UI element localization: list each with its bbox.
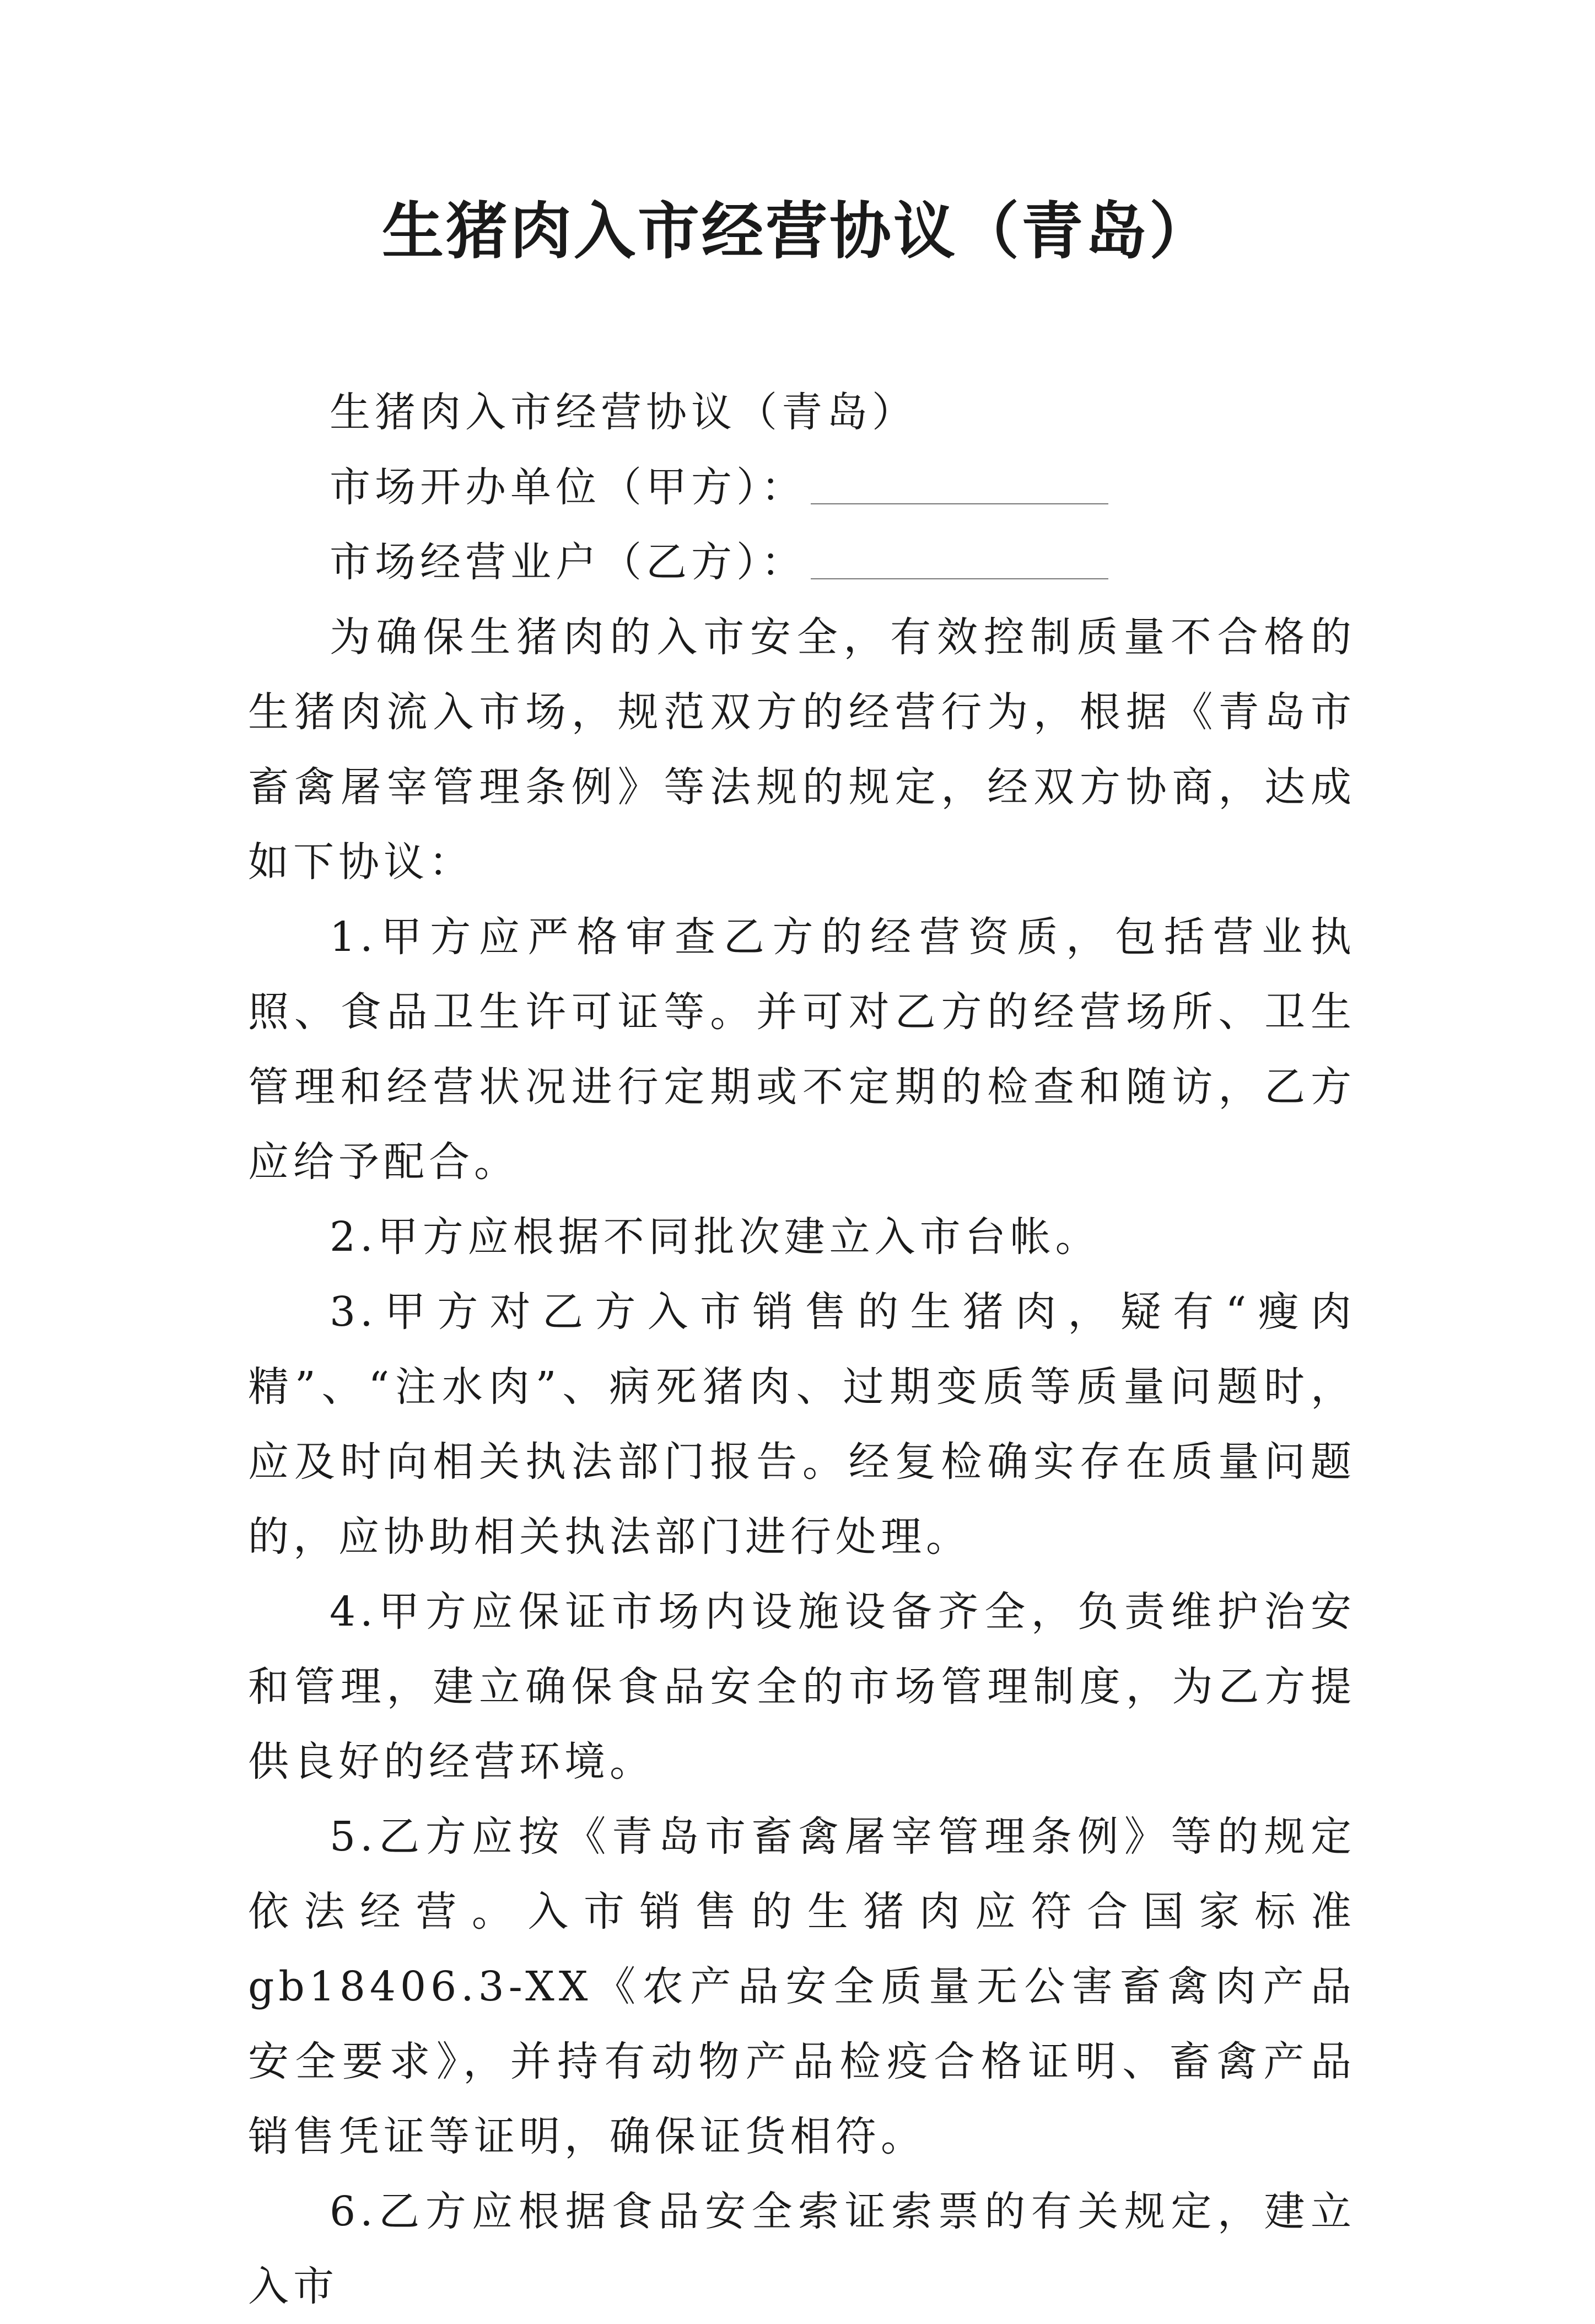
document-title: 生猪肉入市经营协议（青岛）: [382, 196, 1213, 267]
clause-3: 3.甲方对乙方入市销售的生猪肉，疑有“瘦肉精”、“注水肉”、病死猪肉、过期变质等质量问题时，应及时向相关执法部门报告。经复检确实存在质量问题的，应协助相关执法部门进行处理。: [248, 1288, 1356, 1561]
clause-5: 5.乙方应按《青岛市畜禽屠宰管理条例》等的规定依法经营。入市销售的生猪肉应符合国家标准gb18406.3-XX《农产品安全质量无公害畜禽肉产品安全要求》，并持有动物产品检疫合格证明、畜禽产品销售凭证等证明，确保证货相符。: [248, 1813, 1356, 2160]
preamble-paragraph: 为确保生猪肉的入市安全，有效控制质量不合格的生猪肉流入市场，规范双方的经营行为，根据《青岛市畜禽屠宰管理条例》等法规的规定，经双方协商，达成如下协议：: [248, 614, 1356, 886]
party-a-label: 市场开办单位（甲方）：: [330, 464, 806, 511]
party-a-line: [248, 450, 1356, 525]
party-b-label: 市场经营业户（乙方）：: [330, 539, 806, 586]
clause-6: 6.乙方应根据食品安全索证索票的有关规定，建立入市: [248, 2188, 1356, 2310]
party-a-blank-field: [811, 503, 1108, 504]
document-body: [248, 375, 1356, 2324]
clause-1: 1.甲方应严格审查乙方的经营资质，包括营业执照、食品卫生许可证等。并可对乙方的经营场所、卫生管理和经营状况进行定期或不定期的检查和随访，乙方应给予配合。: [248, 913, 1356, 1186]
clause-2: 2.甲方应根据不同批次建立入市台帐。: [330, 1213, 1101, 1261]
agreement-subtitle: 生猪肉入市经营协议（青岛）: [330, 389, 917, 436]
clause-4: 4.甲方应保证市场内设施设备齐全，负责维护治安和管理，建立确保食品安全的市场管理制度，为乙方提供良好的经营环境。: [248, 1588, 1356, 1785]
party-b-line: [248, 525, 1356, 600]
party-b-blank-field: [811, 578, 1108, 579]
